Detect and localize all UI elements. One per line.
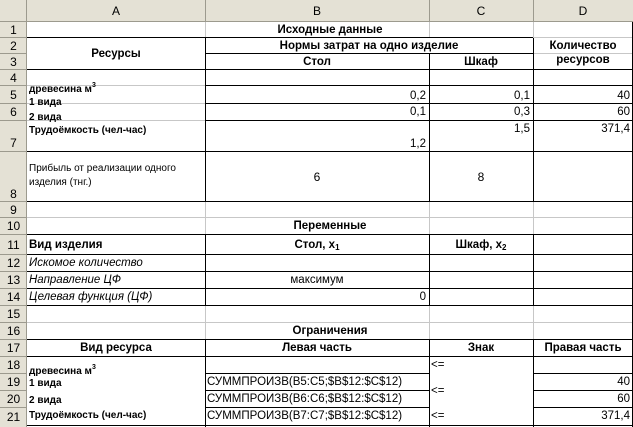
- quantity-header: Количество ресурсов: [549, 40, 617, 66]
- cell-c8[interactable]: 8: [477, 170, 485, 184]
- row-header-17[interactable]: 17: [6, 341, 21, 355]
- sought-quantity-label: Искомое количество: [29, 257, 143, 269]
- cell-b19-formula[interactable]: СУММПРОИЗВ(B5:C5;$B$12:$C$12): [207, 376, 403, 388]
- row-header-2[interactable]: 2: [10, 39, 17, 53]
- left-part-header: Левая часть: [282, 342, 352, 354]
- row-header-6[interactable]: 6: [10, 105, 17, 119]
- row-header-20[interactable]: 20: [6, 392, 21, 406]
- labor-label: Трудоёмкость (чел-час): [29, 125, 147, 136]
- row-header-11[interactable]: 11: [7, 238, 20, 252]
- product-kind-label: Вид изделия: [29, 239, 103, 251]
- wardrobe-header: Шкаф: [464, 56, 498, 68]
- cell-d20[interactable]: 60: [617, 393, 630, 405]
- c-kind1-label: 1 вида: [29, 378, 62, 389]
- row-header-4[interactable]: 4: [10, 71, 17, 85]
- resource-kind-header: Вид ресурса: [80, 342, 152, 354]
- row-header-1[interactable]: 1: [10, 23, 17, 37]
- row-header-14[interactable]: 14: [6, 290, 21, 304]
- title-initial-data: Исходные данные: [277, 24, 383, 36]
- row-header-7[interactable]: 7: [10, 136, 17, 150]
- kind1-label: 1 вида: [29, 97, 62, 108]
- column-header-b[interactable]: B: [312, 4, 321, 18]
- title-variables: Переменные: [293, 220, 367, 232]
- column-header-d[interactable]: D: [578, 4, 588, 18]
- c-wood-label: древесина $м^3$: [29, 364, 96, 377]
- direction-label: Направление ЦФ: [29, 274, 122, 286]
- row-header-21[interactable]: 21: [6, 410, 21, 424]
- cell-b21-formula[interactable]: СУММПРОИЗВ(B7:C7;$B$12:$C$12): [207, 410, 403, 422]
- column-header-c[interactable]: C: [476, 4, 486, 18]
- wood-label: древесина $м^3$: [29, 82, 96, 95]
- table-header: Стол: [303, 56, 331, 68]
- cell-d6[interactable]: 60: [617, 106, 630, 118]
- cell-c7[interactable]: 1,5: [514, 123, 530, 135]
- right-part-header: Правая часть: [544, 342, 622, 354]
- table-x1-header: Стол, $x_1$: [294, 239, 340, 252]
- kind2-label: 2 вида: [29, 112, 62, 123]
- row-header-12[interactable]: 12: [6, 256, 21, 270]
- row-header-8[interactable]: 8: [10, 187, 17, 201]
- row-header-5[interactable]: 5: [10, 88, 17, 102]
- cell-b14-objective[interactable]: 0: [419, 291, 426, 303]
- row-header-3[interactable]: 3: [10, 55, 17, 69]
- c-labor-label: Трудоёмкость (чел-час): [29, 410, 147, 421]
- norms-header: Нормы затрат на одно изделие: [279, 40, 459, 52]
- cell-d21[interactable]: 371,4: [601, 410, 630, 422]
- cell-c18-sign[interactable]: <=: [431, 359, 445, 371]
- cell-d19[interactable]: 40: [617, 376, 630, 388]
- cell-c6[interactable]: 0,3: [514, 106, 530, 118]
- row-header-16[interactable]: 16: [6, 324, 21, 338]
- cell-d7[interactable]: 371,4: [601, 123, 630, 135]
- row-header-9[interactable]: 9: [10, 203, 17, 217]
- row-header-15[interactable]: 15: [6, 307, 21, 321]
- title-constraints: Ограничения: [292, 325, 368, 337]
- cell-b20-formula[interactable]: СУММПРОИЗВ(B6:C6;$B$12:$C$12): [207, 393, 403, 405]
- sign-header: Знак: [467, 342, 495, 354]
- resources-header: Ресурсы: [91, 48, 141, 60]
- cell-d5[interactable]: 40: [617, 90, 630, 102]
- wardrobe-x2-header: Шкаф, $x_2$: [455, 239, 507, 252]
- row-header-19[interactable]: 19: [6, 375, 21, 389]
- cell-b7[interactable]: 1,2: [410, 138, 426, 150]
- c-kind2-label: 2 вида: [29, 395, 62, 406]
- column-header-a[interactable]: A: [111, 4, 120, 18]
- cell-c19-sign[interactable]: <=: [431, 385, 445, 397]
- cell-b8[interactable]: 6: [313, 170, 321, 184]
- cell-c5[interactable]: 0,1: [514, 90, 530, 102]
- row-header-18[interactable]: 18: [6, 358, 21, 372]
- profit-label: Прибыль от реализации одного изделия (тнг.): [29, 163, 176, 188]
- row-header-10[interactable]: 10: [6, 219, 21, 233]
- row-header-13[interactable]: 13: [6, 273, 21, 287]
- cell-b6[interactable]: 0,1: [410, 106, 426, 118]
- cell-b5[interactable]: 0,2: [410, 90, 426, 102]
- cell-b13-direction[interactable]: максимум: [290, 274, 344, 286]
- cell-c21-sign[interactable]: <=: [431, 410, 445, 422]
- objective-label: Целевая функция (ЦФ): [29, 291, 153, 303]
